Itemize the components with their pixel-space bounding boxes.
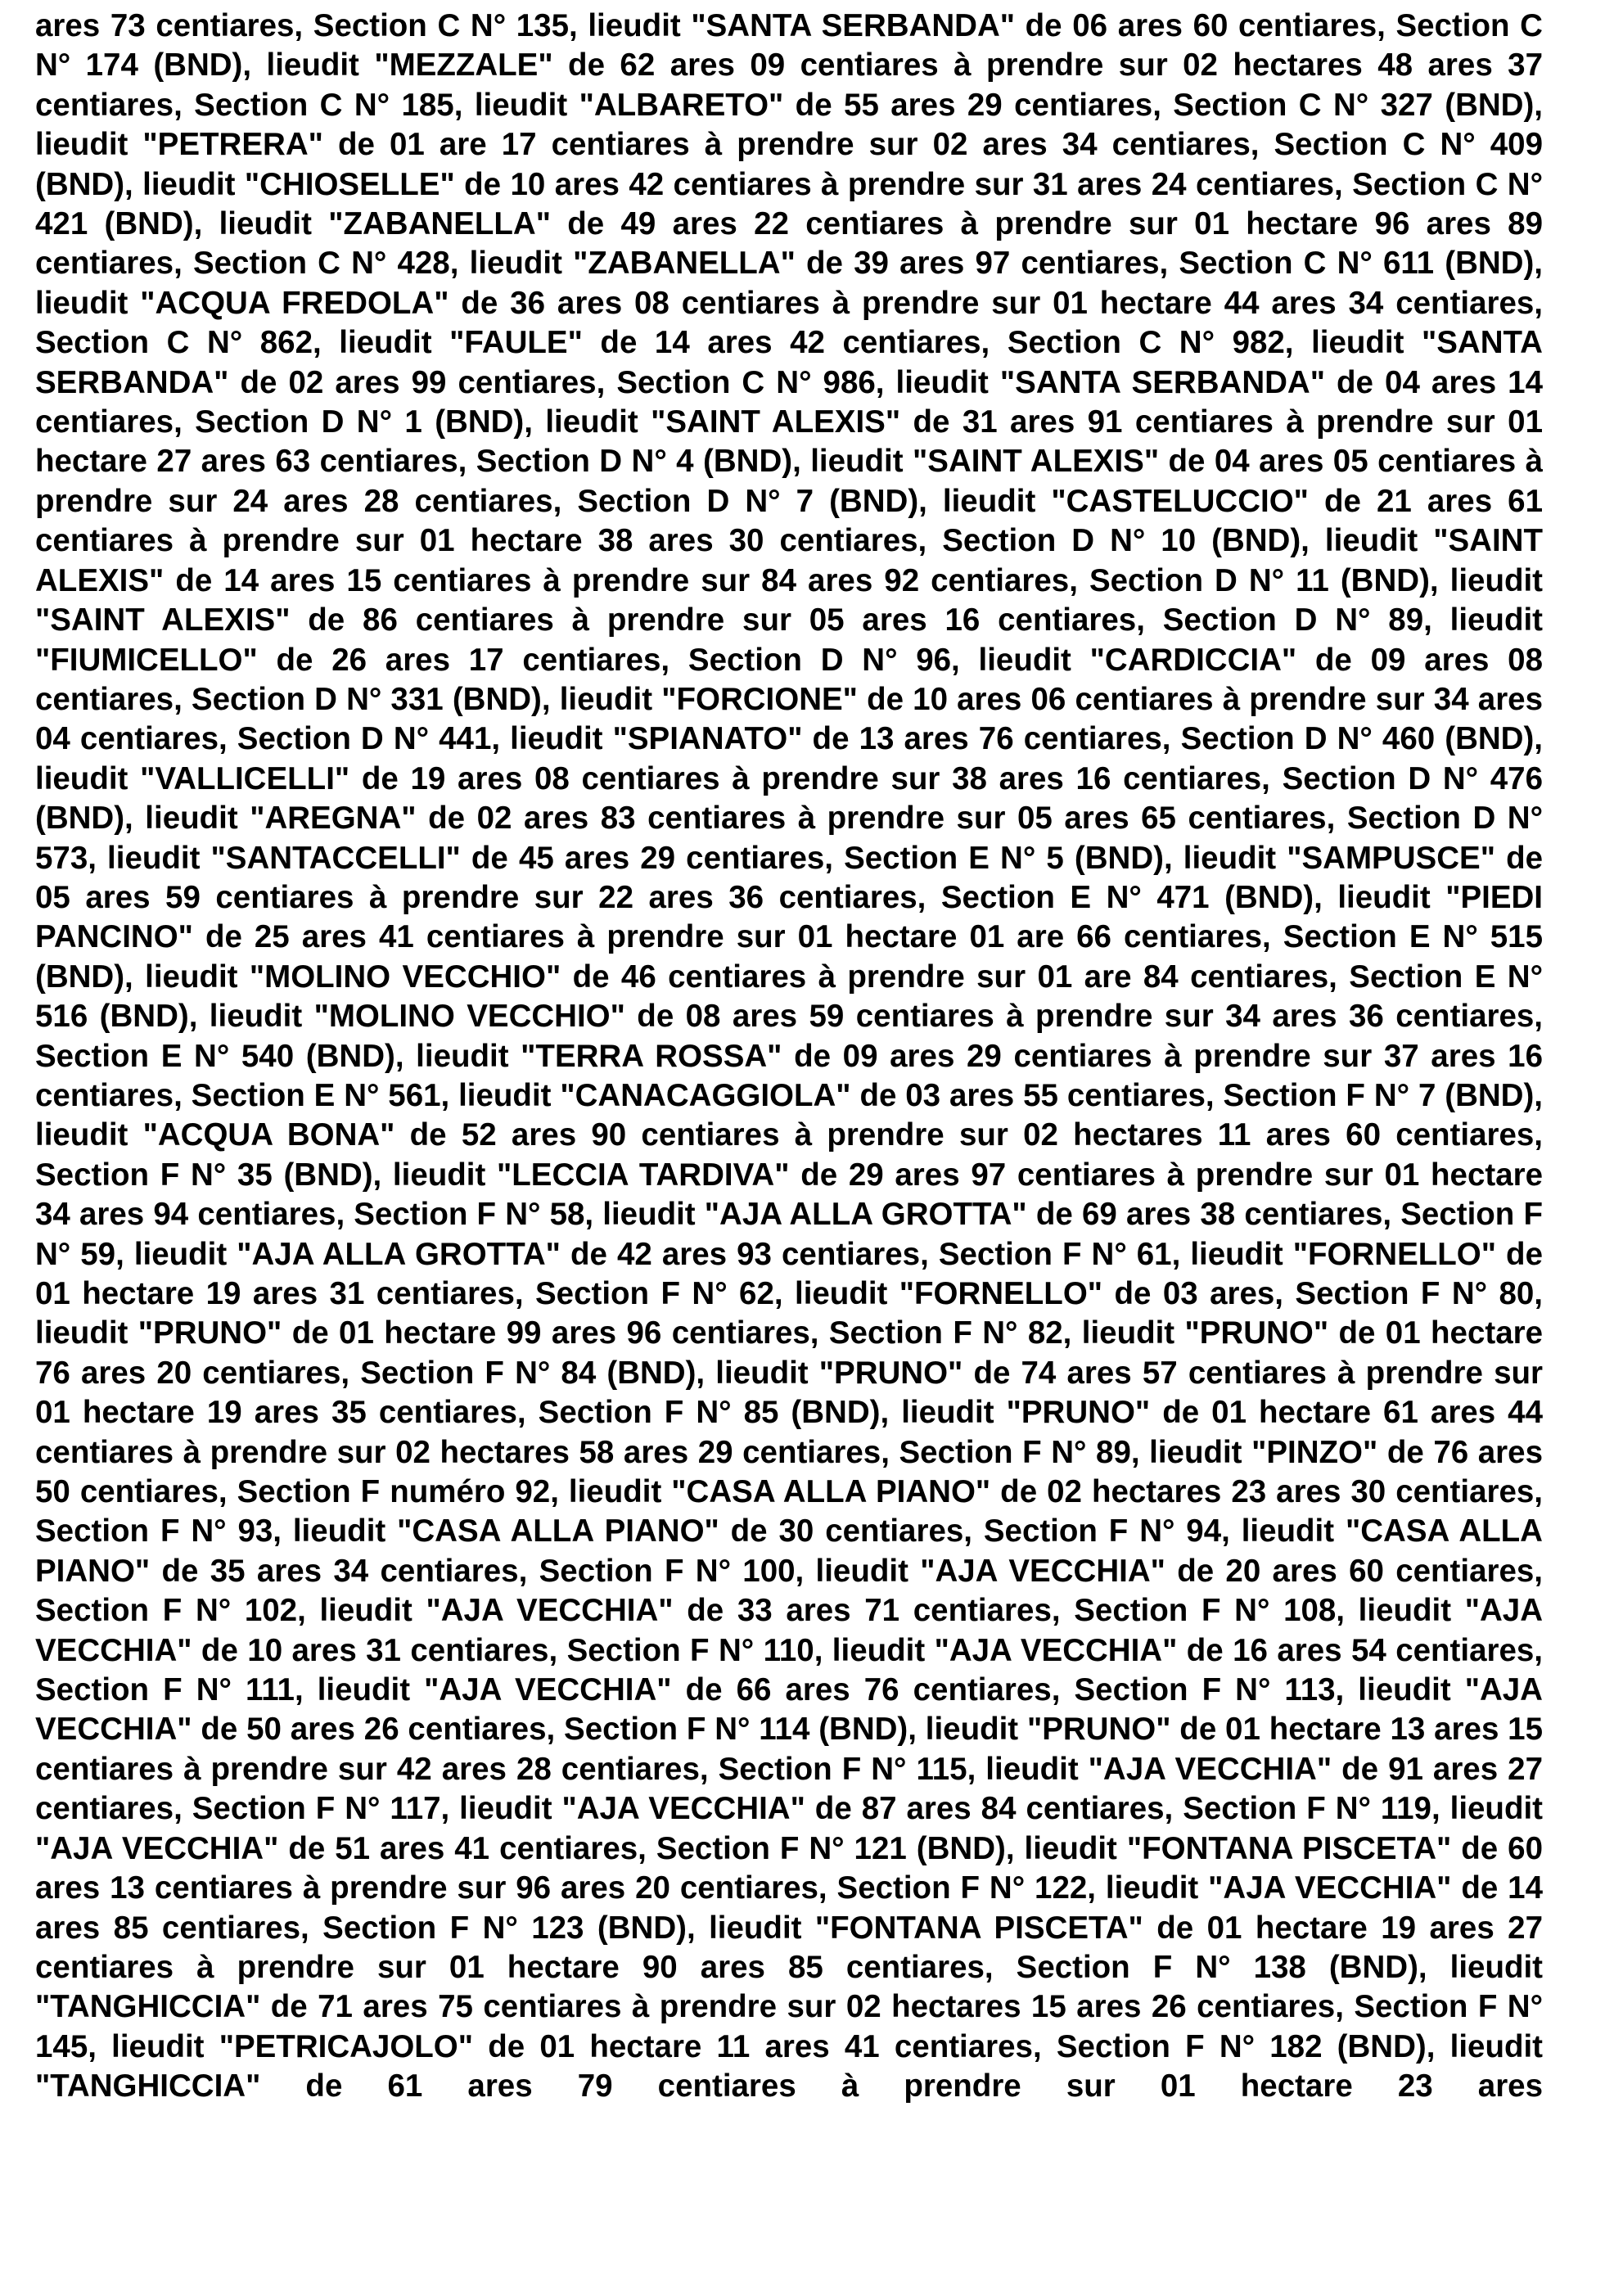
document-page — [35, 7, 1543, 2290]
body-paragraph: ares 73 centiares, Section C N° 135, lieudit "SANTA SERBANDA" de 06 ares 60 centiares, Section C N° 174 (BND), lieudit "MEZZALE" de 62 ares 09 centiares à prendre sur 02 hectares 48 ares 37 centiares, Section C N° 185, lieudit "ALBARETO" de 55 ares 29 centiares, Section C N° 327 (BND), lieudit "PETRERA" de 01 are 17 centiares à prendre sur 02 ares 34 centiares, Section C N° 409 (BND), lieudit "CHIOSELLE" de 10 ares 42 centiares à prendre sur 31 ares 24 centiares, Section C N° 421 (BND), lieudit "ZABANELLA" de 49 ares 22 centiares à prendre sur 01 hectare 96 ares 89 centiares, Section C N° 428, lieudit "ZABANELLA" de 39 ares 97 centiares, Section C N° 611 (BND), lieudit "ACQUA FREDOLA" de 36 ares 08 centiares à prendre sur 01 hectare 44 ares 34 centiares, Section C N° 862, lieudit "FAULE" de 14 ares 42 centiares, Section C N° 982, lieudit "SANTA SERBANDA" de 02 ares 99 centiares, Section C N° 986, lieudit "SANTA SERBANDA" de 04 ares 14 centiares, Section D N° 1 (BND), lieudit "SAINT ALEXIS" de 31 ares 91 centiares à prendre sur 01 hectare 27 ares 63 centiares, Section D N° 4 (BND), lieudit "SAINT ALEXIS" de 04 ares 05 centiares à prendre sur 24 ares 28 centiares, Section D N° 7 (BND), lieudit "CASTELUCCIO" de 21 ares 61 centiares à prendre sur 01 hectare 38 ares 30 centiares, Section D N° 10 (BND), lieudit "SAINT ALEXIS" de 14 ares 15 centiares à prendre sur 84 ares 92 centiares, Section D N° 11 (BND), lieudit "SAINT ALEXIS" de 86 centiares à prendre sur 05 ares 16 centiares, Section D N° 89, lieudit "FIUMICELLO" de 26 ares 17 centiares, Section D N° 96, lieudit "CARDICCIA" de 09 ares 08 centiares, Section D N° 331 (BND), lieudit "FORCIONE" de 10 ares 06 centiares à prendre sur 34 ares 04 centiares, Section D N° 441, lieudit "SPIANATO" de 13 ares 76 centiares, Section D N° 460 (BND), lieudit "VALLICELLI" de 19 ares 08 centiares à prendre sur 38 ares 16 centiares, Section D N° 476 (BND), lieudit "AREGNA" de 02 ares 83 centiares à prendre sur 05 ares 65 centiares, Section D N° 573, lieudit "SANTACCELLI" de 45 ares 29 centiares, Section E N° 5 (BND), lieudit "SAMPUSCE" de 05 ares 59 centiares à prendre sur 22 ares 36 centiares, Section E N° 471 (BND), lieudit "PIEDI PANCINO" de 25 ares 41 centiares à prendre sur 01 hectare 01 are 66 centiares, Section E N° 515 (BND), lieudit "MOLINO VECCHIO" de 46 centiares à prendre sur 01 are 84 centiares, Section E N° 516 (BND), lieudit "MOLINO VECCHIO" de 08 ares 59 centiares à prendre sur 34 ares 36 centiares, Section E N° 540 (BND), lieudit "TERRA ROSSA" de 09 ares 29 centiares à prendre sur 37 ares 16 centiares, Section E N° 561, lieudit "CANACAGGIOLA" de 03 ares 55 centiares, Section F N° 7 (BND), lieudit "ACQUA BONA" de 52 ares 90 centiares à prendre sur 02 hectares 11 ares 60 centiares, Section F N° 35 (BND), lieudit "LECCIA TARDIVA" de 29 ares 97 centiares à prendre sur 01 hectare 34 ares 94 centiares, Section F N° 58, lieudit "AJA ALLA GROTTA" de 69 ares 38 centiares, Section F N° 59, lieudit "AJA ALLA GROTTA" de 42 ares 93 centiares, Section F N° 61, lieudit "FORNELLO" de 01 hectare 19 ares 31 centiares, Section F N° 62, lieudit "FORNELLO" de 03 ares, Section F N° 80, lieudit "PRUNO" de 01 hectare 99 ares 96 centiares, Section F N° 82, lieudit "PRUNO" de 01 hectare 76 ares 20 centiares, Section F N° 84 (BND), lieudit "PRUNO" de 74 ares 57 centiares à prendre sur 01 hectare 19 ares 35 centiares, Section F N° 85 (BND), lieudit "PRUNO" de 01 hectare 61 ares 44 centiares à prendre sur 02 hectares 58 ares 29 centiares, Section F N° 89, lieudit "PINZO" de 76 ares 50 centiares, Section F numéro 92, lieudit "CASA ALLA PIANO" de 02 hectares 23 ares 30 centiares, Section F N° 93, lieudit "CASA ALLA PIANO" de 30 centiares, Section F N° 94, lieudit "CASA ALLA PIANO" de 35 ares 34 centiares, Section F N° 100, lieudit "AJA VECCHIA" de 20 ares 60 centiares, Section F N° 102, lieudit "AJA VECCHIA" de 33 ares 71 centiares, Section F N° 108, lieudit "AJA VECCHIA" de 10 ares 31 centiares, Section F N° 110, lieudit "AJA VECCHIA" de 16 ares 54 centiares, Section F N° 111, lieudit "AJA VECCHIA" de 66 ares 76 centiares, Section F N° 113, lieudit "AJA VECCHIA" de 50 ares 26 centiares, Section F N° 114 (BND), lieudit "PRUNO" de 01 hectare 13 ares 15 centiares à prendre sur 42 ares 28 centiares, Section F N° 115, lieudit "AJA VECCHIA" de 91 ares 27 centiares, Section F N° 117, lieudit "AJA VECCHIA" de 87 ares 84 centiares, Section F N° 119, lieudit "AJA VECCHIA" de 51 ares 41 centiares, Section F N° 121 (BND), lieudit "FONTANA PISCETA" de 60 ares 13 centiares à prendre sur 96 ares 20 centiares, Section F N° 122, lieudit "AJA VECCHIA" de 14 ares 85 centiares, Section F N° 123 (BND), lieudit "FONTANA PISCETA" de 01 hectare 19 ares 27 centiares à prendre sur 01 hectare 90 ares 85 centiares, Section F N° 138 (BND), lieudit "TANGHICCIA" de 71 ares 75 centiares à prendre sur 02 hectares 15 ares 26 centiares, Section F N° 145, lieudit "PETRICAJOLO" de 01 hectare 11 ares 41 centiares, Section F N° 182 (BND), lieudit "TANGHICCIA" de 61 ares 79 centiares à prendre sur 01 hectare 23 ares — [35, 8, 1543, 2104]
